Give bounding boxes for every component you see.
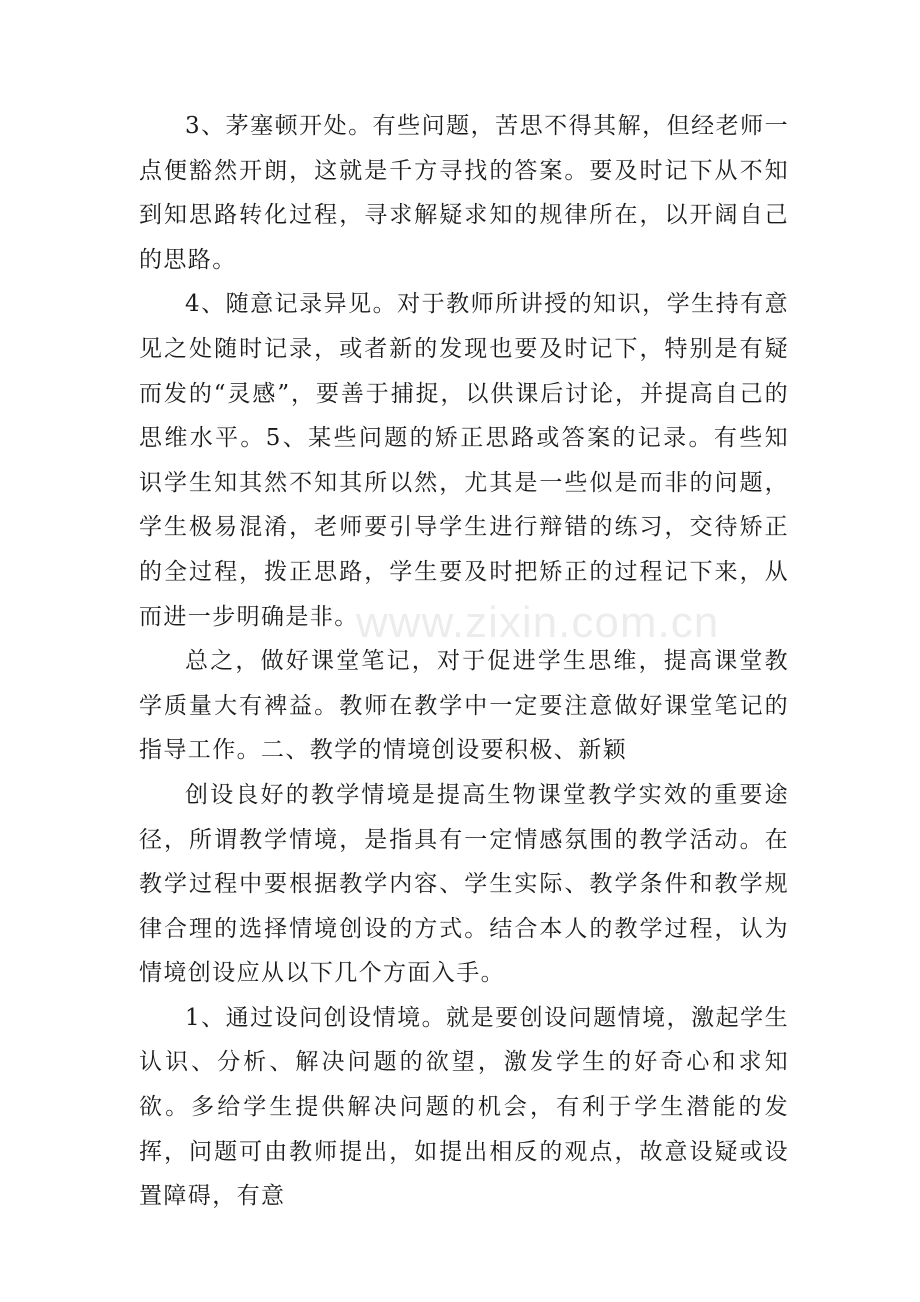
paragraph-situation-intro: 创设良好的教学情境是提高生物课堂教学实效的重要途径，所谓教学情境，是指具有一定情感氛围的教学活动。在教学过程中要根据教学内容、学生实际、教学条件和教学规律合理的选择情境创设的方式。结合本人的教学过程，认为情境创设应从以下几个方面入手。 [139, 781, 789, 987]
watermark: www.zixin.com.cn [356, 598, 720, 647]
paragraph-note-insight: 3、茅塞顿开处。有些问题，苦思不得其解，但经老师一点便豁然开朗，这就是千方寻找的答案。要及时记下从不知到知思路转化过程，寻求解疑求知的规律所在，以开阔自己的思路。 [139, 113, 789, 273]
paragraph-summary: 总之，做好课堂笔记，对于促进学生思维，提高课堂教学质量大有裨益。教师在教学中一定要注意做好课堂笔记的指导工作。二、教学的情境创设要积极、新颖 [139, 648, 789, 764]
paragraph-questioning: 1、通过设问创设情境。就是要创设问题情境，激起学生认识、分析、解决问题的欲望，激发学生的好奇心和求知欲。多给学生提供解决问题的机会，有利于学生潜能的发挥，问题可由教师提出，如提出相反的观点，故意设疑或设置障碍，有意 [139, 1004, 789, 1210]
document-body [139, 104, 789, 1219]
paragraph-note-opinions: 4、随意记录异见。对于教师所讲授的知识，学生持有意见之处随时记录，或者新的发现也要及时记下，特别是有疑而发的“灵感”，要善于捕捉，以供课后讨论，并提高自己的思维水平。5、某些问题的矫正思路或答案的记录。有些知识学生知其然不知其所以然，尤其是一些似是而非的问题，学生极易混淆，老师要引导学生进行辩错的练习，交待矫正的全过程，拨正思路，学生要及时把矫正的过程记下来，从而进一步明确是非。 [139, 291, 789, 630]
